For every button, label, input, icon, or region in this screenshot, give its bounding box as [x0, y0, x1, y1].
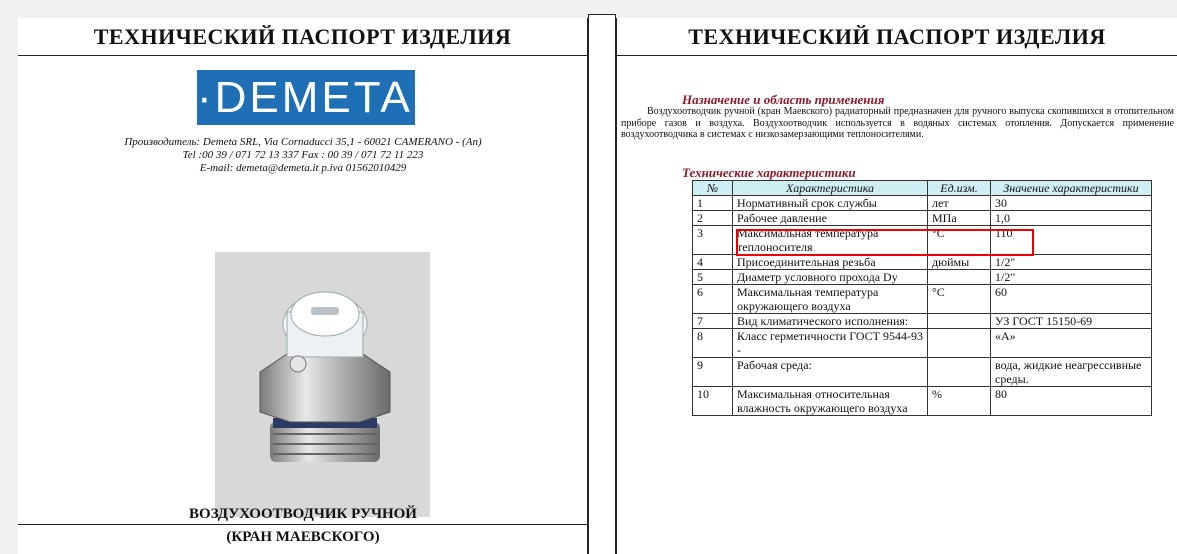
- air-vent-valve-image: [215, 252, 430, 517]
- manufacturer-line-2: Tel :00 39 / 071 72 13 337 Fax : 00 39 / 071 72 11 223: [182, 149, 424, 161]
- specs-title: Технические характеристики: [682, 165, 856, 180]
- table-row: [693, 387, 1152, 416]
- col-header-value: Значение характеристики: [991, 181, 1152, 196]
- table-row: [693, 285, 1152, 314]
- cell-characteristic: Присоединительная резьба: [733, 255, 928, 270]
- bottom-rule: [18, 524, 588, 525]
- cell-unit: [928, 314, 991, 329]
- cell-value: 30: [991, 196, 1152, 211]
- cell-number: 10: [693, 387, 733, 416]
- left-page-header: ТЕХНИЧЕСКИЙ ПАСПОРТ ИЗДЕЛИЯ: [18, 18, 587, 56]
- cell-value: 80: [991, 387, 1152, 416]
- product-title-line-1: ВОЗДУХООТВОДЧИК РУЧНОЙ: [189, 506, 417, 522]
- cell-unit: МПа: [928, 211, 991, 226]
- cell-characteristic: Максимальная температура теплоносителя: [733, 226, 928, 255]
- right-page-header: ТЕХНИЧЕСКИЙ ПАСПОРТ ИЗДЕЛИЯ: [617, 18, 1177, 56]
- cell-unit: %: [928, 387, 991, 416]
- cell-value: 1,0: [991, 211, 1152, 226]
- cell-unit: лет: [928, 196, 991, 211]
- table-row: [693, 211, 1152, 226]
- cell-number: 6: [693, 285, 733, 314]
- cell-number: 2: [693, 211, 733, 226]
- cell-value: вода, жидкие неагрессивные среды.: [991, 358, 1152, 387]
- product-photo: [215, 252, 430, 517]
- cell-number: 9: [693, 358, 733, 387]
- cell-unit: [928, 358, 991, 387]
- cell-number: 7: [693, 314, 733, 329]
- product-title-line-2: (КРАН МАЕВСКОГО): [226, 529, 380, 545]
- logo-text: ·DEMETA·: [197, 73, 431, 122]
- cell-value: 60: [991, 285, 1152, 314]
- cell-unit: [928, 270, 991, 285]
- cell-value: 110: [991, 226, 1152, 255]
- col-header-characteristic: Характеристика: [733, 181, 928, 196]
- table-row: [693, 270, 1152, 285]
- page-gap: [588, 14, 616, 554]
- cell-number: 8: [693, 329, 733, 358]
- cell-characteristic: Максимальная температура окружающего воздуха: [733, 285, 928, 314]
- cell-number: 5: [693, 270, 733, 285]
- cell-characteristic: Рабочая среда:: [733, 358, 928, 387]
- cell-unit: °С: [928, 226, 991, 255]
- cell-unit: °С: [928, 285, 991, 314]
- manufacturer-line-3: E-mail: demeta@demeta.it p.iva 01562010429: [199, 162, 407, 174]
- demeta-logo: [197, 70, 431, 125]
- col-header-unit: Ед.изм.: [928, 181, 991, 196]
- table-row: [693, 329, 1152, 358]
- table-row: [693, 196, 1152, 211]
- cell-value: «А»: [991, 329, 1152, 358]
- table-row: [693, 358, 1152, 387]
- manufacturer-line-1: Производитель: Demeta SRL, Via Cornaducci 35,1 - 60021 CAMERANO - (An): [124, 136, 482, 148]
- cell-value: 1/2": [991, 270, 1152, 285]
- table-header-row: [693, 181, 1152, 196]
- left-page: [18, 18, 588, 554]
- cell-characteristic: Рабочее давление: [733, 211, 928, 226]
- specs-table: [692, 180, 1152, 416]
- cell-value: УЗ ГОСТ 15150-69: [991, 314, 1152, 329]
- purpose-text: Воздухоотводчик ручной (кран Маевского) радиаторный предназначен для ручного выпуска скопившихся в отопительном приборе газов и воздуха. Воздухоотводчик используется в водяных системах отопления. Допускается применение воздухоотводчика в системах с низкозамерзающими теплоносителями.: [621, 106, 1174, 141]
- cell-characteristic: Максимальная относительная влажность окружающего воздуха: [733, 387, 928, 416]
- highlight-box-working-pressure: [736, 229, 1034, 256]
- cell-number: 3: [693, 226, 733, 255]
- col-header-number: №: [693, 181, 733, 196]
- cell-value: 1/2": [991, 255, 1152, 270]
- cell-characteristic: Вид климатического исполнения:: [733, 314, 928, 329]
- cell-number: 1: [693, 196, 733, 211]
- table-row: [693, 314, 1152, 329]
- cell-characteristic: Диаметр условного прохода Dy: [733, 270, 928, 285]
- cell-characteristic: Класс герметичности ГОСТ 9544-93 -: [733, 329, 928, 358]
- cell-unit: дюймы: [928, 255, 991, 270]
- cell-unit: [928, 329, 991, 358]
- purpose-title: Назначение и область применения: [682, 92, 885, 107]
- right-page: [616, 18, 1177, 554]
- cell-characteristic: Нормативный срок службы: [733, 196, 928, 211]
- cell-number: 4: [693, 255, 733, 270]
- table-row: [693, 255, 1152, 270]
